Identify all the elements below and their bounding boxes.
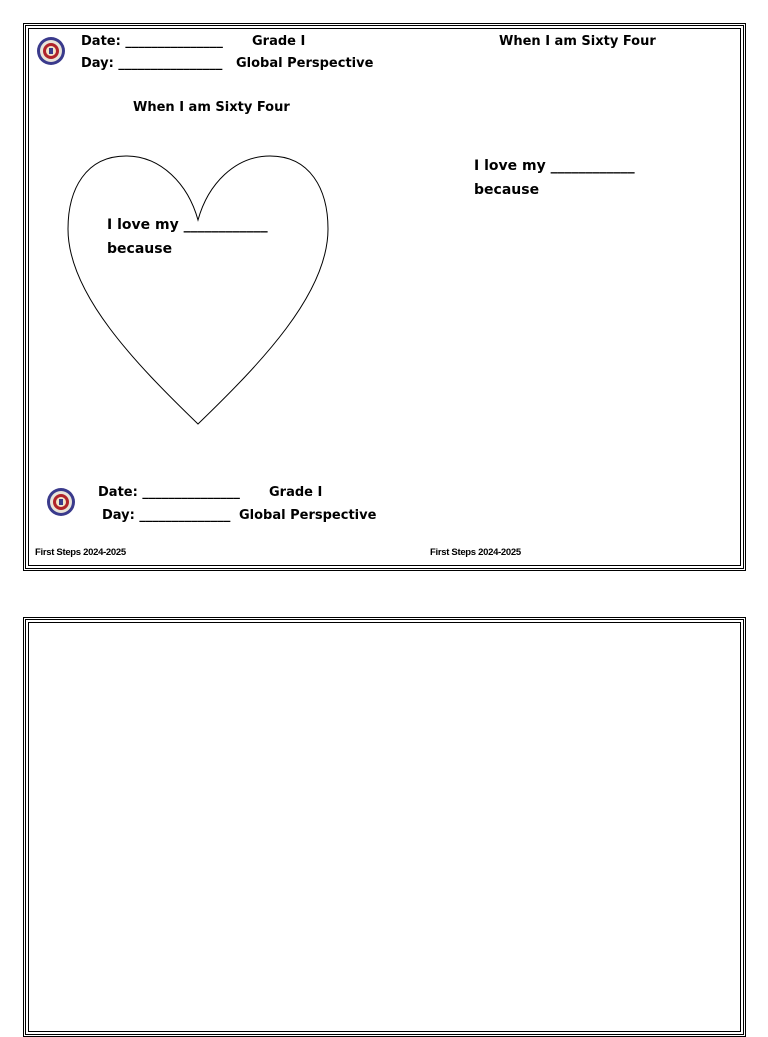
footer-left: First Steps 2024-2025 <box>35 547 126 558</box>
worksheet-page-2 <box>23 617 746 1037</box>
heart-because: because <box>107 241 173 257</box>
day-label: Day: ________________ <box>81 56 223 71</box>
school-crest-icon <box>36 36 66 66</box>
heart-outline-icon <box>66 154 330 426</box>
footer-right: First Steps 2024-2025 <box>430 547 521 558</box>
bottom-subject-label: Global Perspective <box>239 508 377 523</box>
bottom-date-label: Date: _______________ <box>98 485 240 500</box>
date-label: Date: _______________ <box>81 34 223 49</box>
worksheet-page-1 <box>23 23 746 571</box>
bottom-grade-label: Grade I <box>269 485 323 500</box>
grade-label: Grade I <box>252 34 306 49</box>
school-crest-icon <box>46 487 76 517</box>
title-right: When I am Sixty Four <box>499 34 656 49</box>
right-because: because <box>474 182 540 198</box>
page-title: When I am Sixty Four <box>133 100 290 115</box>
heart-love-line: I love my ____________ <box>107 217 268 233</box>
right-love-line: I love my ____________ <box>474 158 635 174</box>
bottom-day-label: Day: ______________ <box>102 508 231 523</box>
subject-label: Global Perspective <box>236 56 374 71</box>
